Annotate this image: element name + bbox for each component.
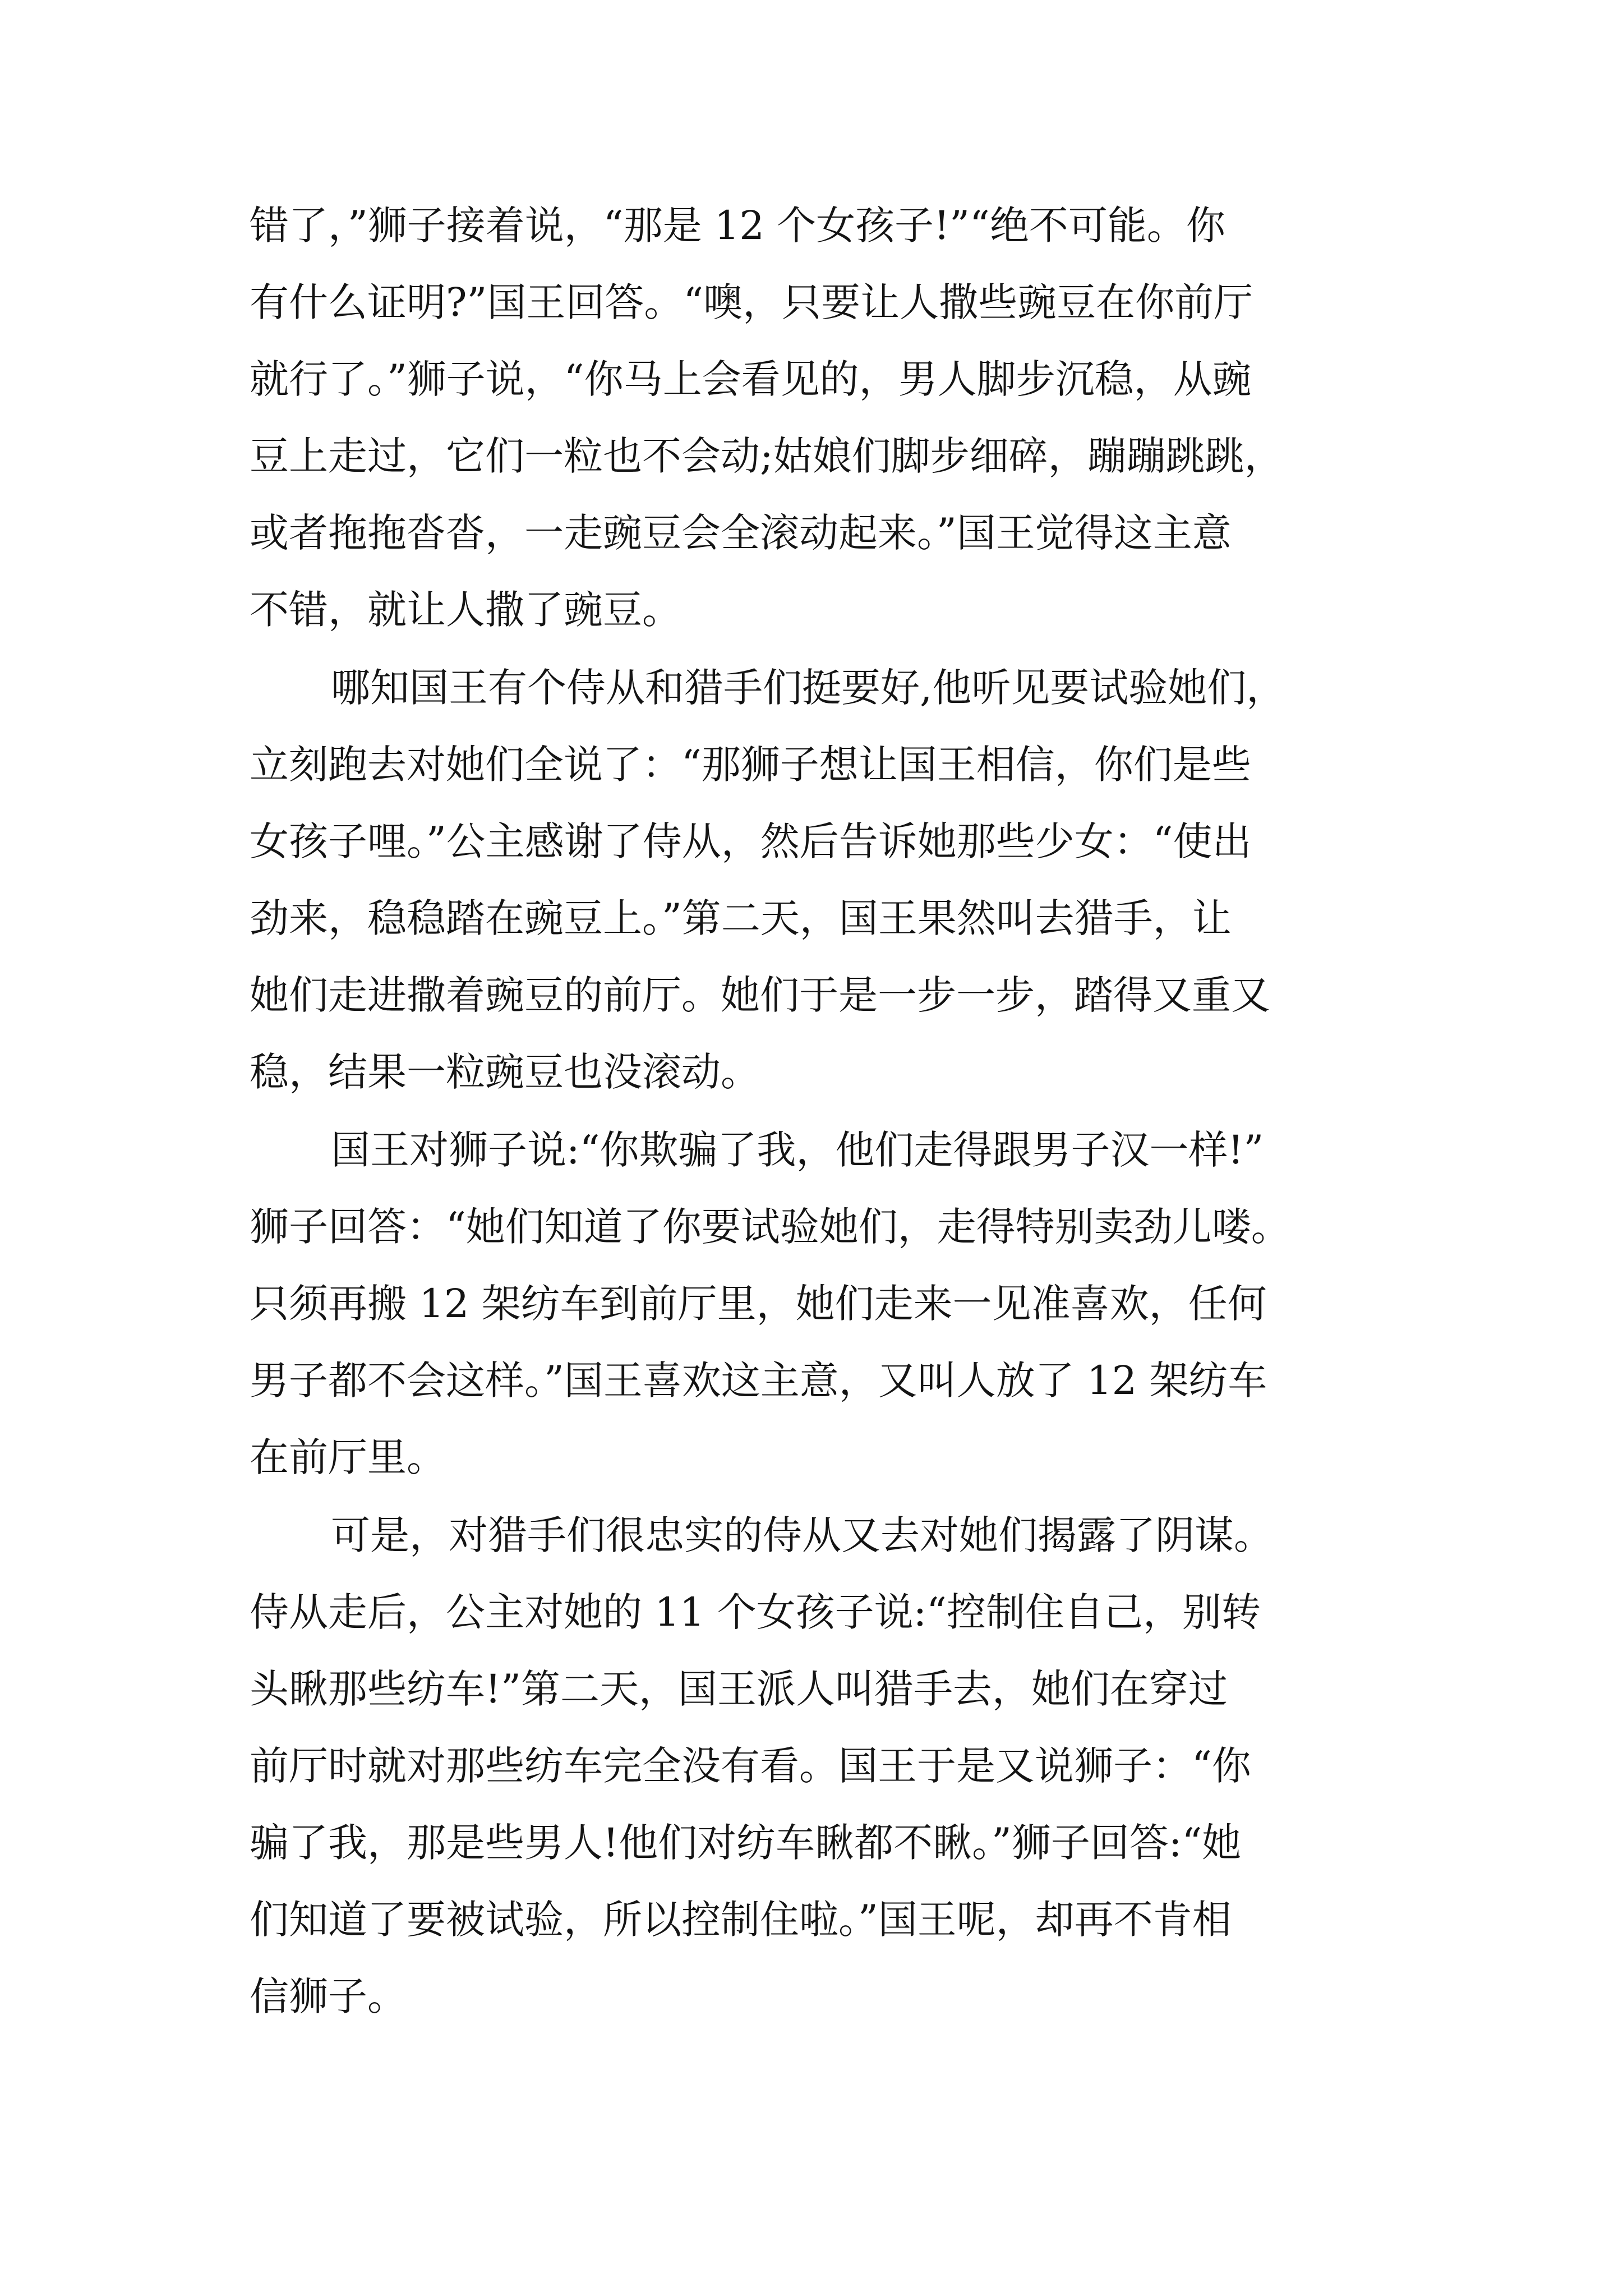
text-line: 在前厅里。 [250,1434,446,1480]
text-line: 们知道了要被试验，所以控制住啦。”国王呢，却再不肯相 [250,1897,1232,1943]
text-line: 女孩子哩。”公主感谢了侍从，然后告诉她那些少女：“使出 [250,818,1252,864]
text-line: 骗了我，那是些男人!他们对纺车瞅都不瞅。”狮子回答:“她 [250,1820,1242,1866]
text-line: 劲来，稳稳踏在豌豆上。”第二天，国王果然叫去猎手，让 [250,895,1232,941]
paragraph-first-line: 哪知国王有个侍从和猎手们挺要好,他听见要试验她们， [331,665,1286,711]
text-line: 有什么证明?”国王回答。“噢，只要让人撒些豌豆在你前厅 [250,279,1253,325]
text-line: 只须再搬 12 架纺车到前厅里，她们走来一见准喜欢，任何 [250,1281,1267,1327]
text-line: 侍从走后，公主对她的 11 个女孩子说:“控制住自己，别转 [250,1589,1261,1635]
paragraph-first-line: 国王对狮子说:“你欺骗了我，他们走得跟男子汉一样!” [331,1127,1264,1173]
text-line: 男子都不会这样。”国王喜欢这主意，又叫人放了 12 架纺车 [250,1358,1267,1404]
text-line: 豆上走过，它们一粒也不会动;姑娘们脚步细碎，蹦蹦跳跳， [250,433,1284,479]
text-line: 狮子回答：“她们知道了你要试验她们，走得特别卖劲儿喽。 [250,1204,1290,1250]
text-line: 信狮子。 [250,1973,407,2019]
text-line: 头瞅那些纺车!”第二天，国王派人叫猎手去，她们在穿过 [250,1666,1228,1712]
text-line: 就行了。”狮子说，“你马上会看见的，男人脚步沉稳，从豌 [250,356,1252,402]
text-line: 她们走进撒着豌豆的前厅。她们于是一步一步，踏得又重又 [250,972,1270,1018]
text-line: 前厅时就对那些纺车完全没有看。国王于是又说狮子：“你 [250,1743,1251,1789]
text-line: 或者拖拖沓沓，一走豌豆会全滚动起来。”国王觉得这主意 [250,510,1232,556]
text-line: 不错，就让人撒了豌豆。 [250,587,681,633]
paragraph-first-line: 可是，对猎手们很忠实的侍从又去对她们揭露了阴谋。 [331,1512,1273,1558]
text-line: 错了，”狮子接着说，“那是 12 个女孩子!”“绝不可能。你 [250,203,1225,249]
text-line: 稳，结果一粒豌豆也没滚动。 [250,1049,760,1095]
text-line: 立刻跑去对她们全说了：“那狮子想让国王相信，你们是些 [250,742,1251,788]
